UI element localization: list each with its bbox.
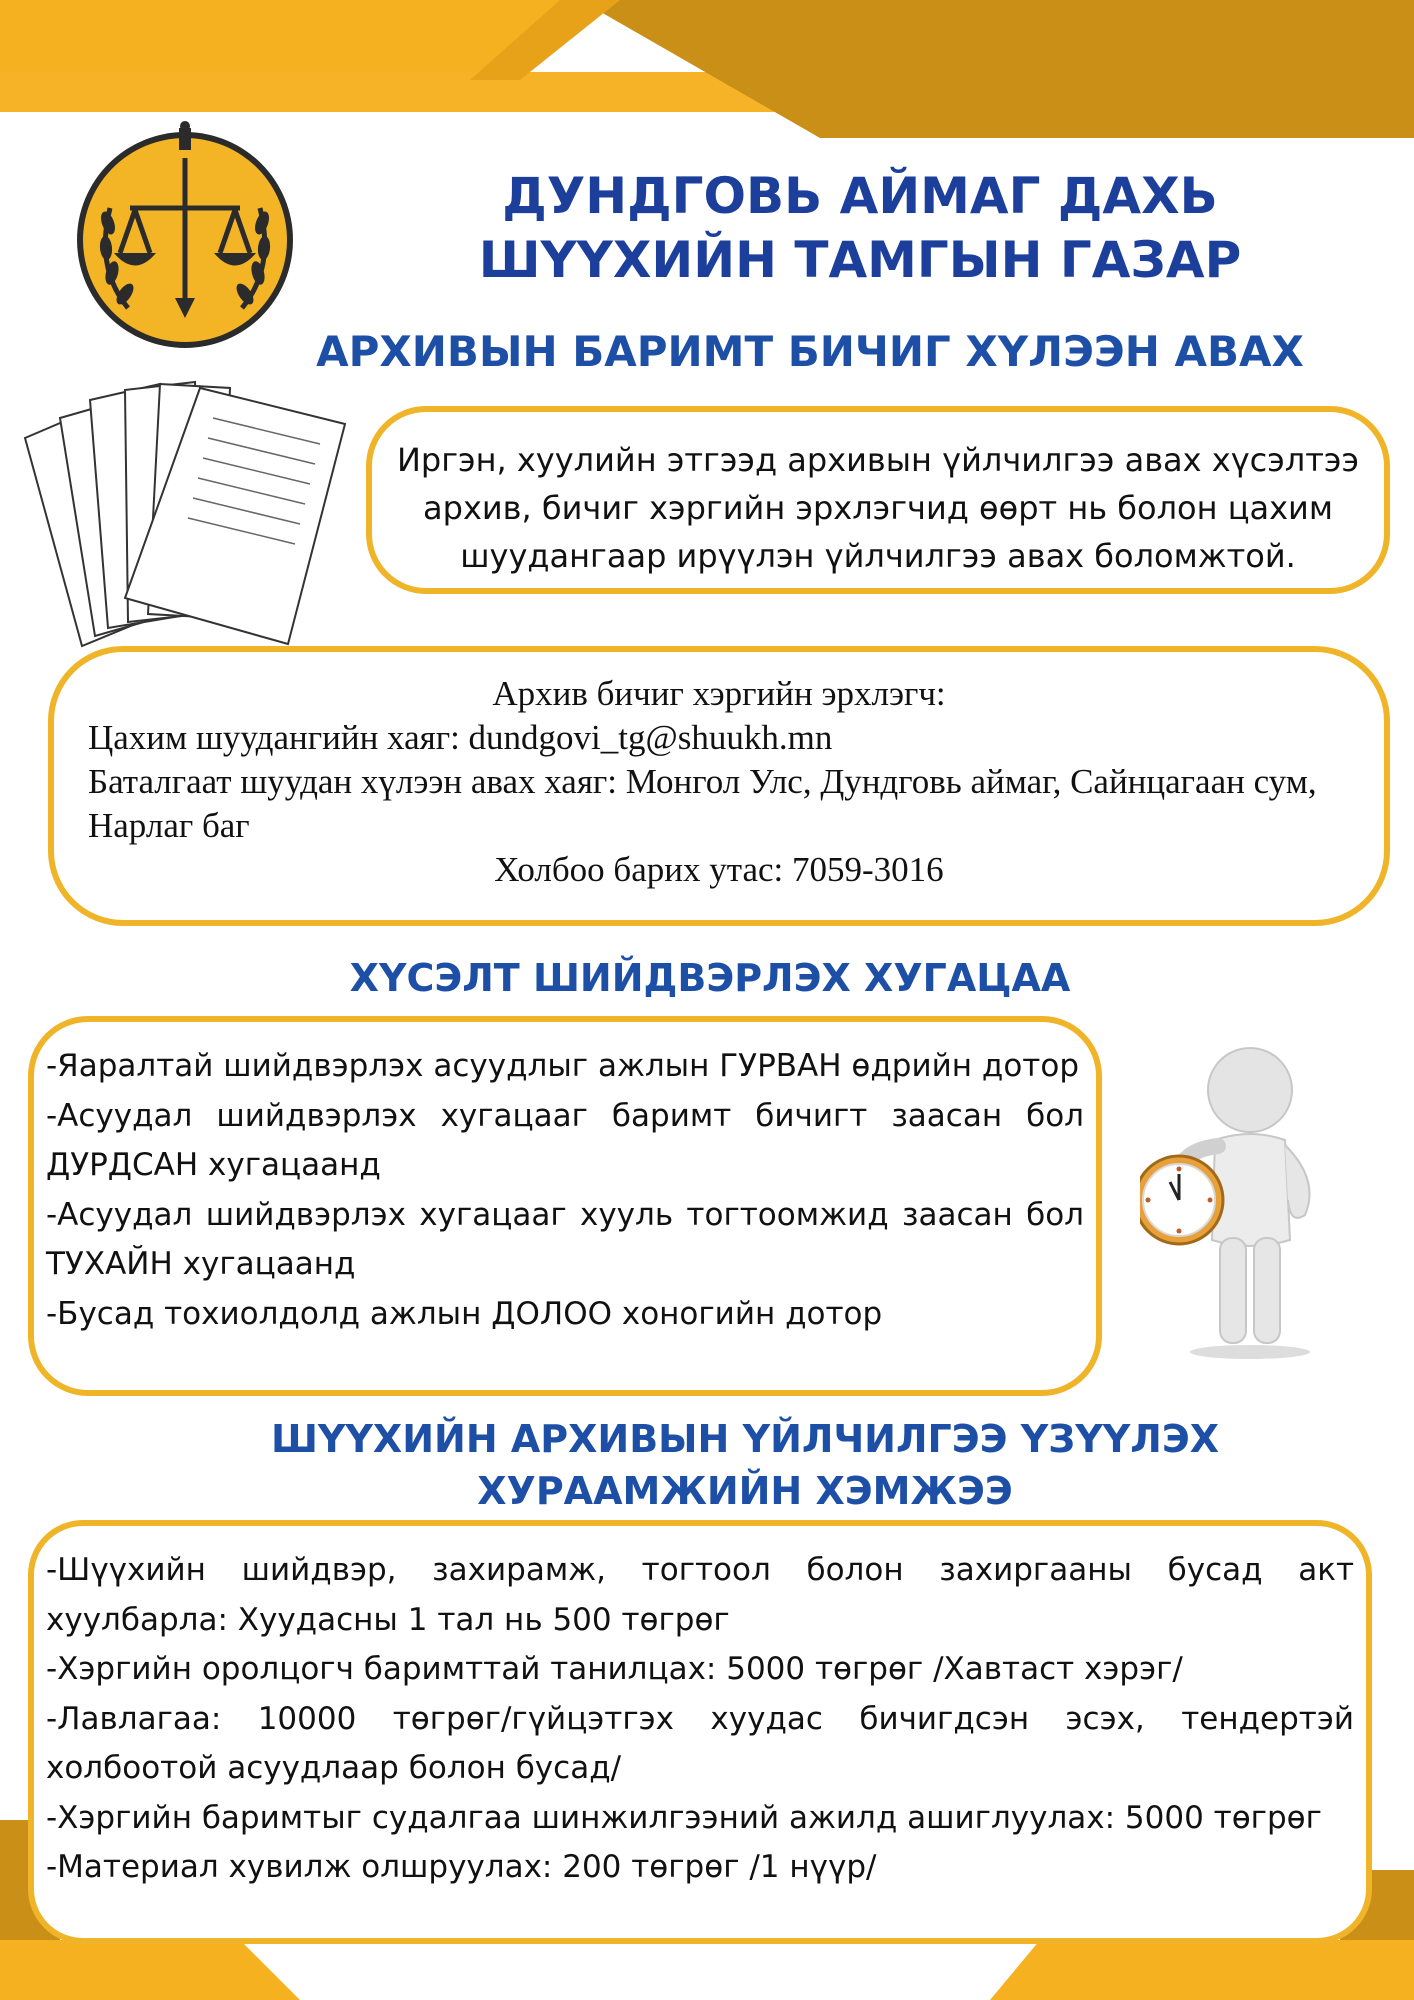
contact-phone: Холбоо барих утас: 7059-3016 xyxy=(494,850,944,889)
page-title-line2: ШҮҮХИЙН ТАМГЫН ГАЗАР xyxy=(478,231,1242,289)
intro-text: Иргэн, хуулийн этгээд архивын үйлчилгээ авах хүсэлтээ архив, бичиг хэргийн эрхлэгчид өөрт нь болон цахим шуудангаар ирүүлэн үйлчилгээ авах боломжтой. xyxy=(396,441,1360,575)
documents-icon xyxy=(20,378,355,648)
court-emblem-icon xyxy=(70,118,300,353)
fees-heading-line2: ХУРААМЖИЙН ХЭМЖЭЭ xyxy=(477,1469,1013,1513)
deadline-heading: ХҮСЭЛТ ШИЙДВЭРЛЭХ ХУГАЦАА xyxy=(349,956,1071,1000)
page-subtitle: АРХИВЫН БАРИМТ БИЧИГ ХҮЛЭЭН АВАХ xyxy=(316,327,1304,376)
contact-title: Архив бичиг хэргийн эрхлэгч: xyxy=(492,674,946,713)
contact-address: Баталгаат шуудан хүлээн авах хаяг: Монгол Улс, Дундговь аймаг, Сайнцагаан сум, Нарлаг баг xyxy=(88,762,1317,845)
fees-heading-line1: ШҮҮХИЙН АРХИВЫН ҮЙЛЧИЛГЭЭ ҮЗҮҮЛЭХ xyxy=(270,1417,1220,1461)
deadline-box xyxy=(28,1016,1102,1396)
fee-item: -Лавлагаа: 10000 төгрөг/гүйцэтгэх хуудас бичигдсэн эсэх, тендертэй холбоотой асуудлаар болон бусад/ xyxy=(46,1700,1354,1786)
page-title-line1: ДУНДГОВЬ АЙМАГ ДАХЬ xyxy=(502,167,1218,225)
person-stopwatch-icon xyxy=(1140,1040,1340,1360)
intro-box xyxy=(366,406,1390,594)
deadline-item: -Бусад тохиолдолд ажлын ДОЛОО хоногийн дотор xyxy=(46,1295,883,1332)
fee-item: -Шүүхийн шийдвэр, захирамж, тогтоол болон захиргааны бусад акт хуулбарла: Хуудасны 1 тал нь 500 төгрөг xyxy=(46,1552,1354,1638)
fee-item: -Хэргийн баримтыг судалгаа шинжилгээний ажилд ашиглуулах: 5000 төгрөг xyxy=(46,1799,1322,1836)
fee-item: -Хэргийн оролцогч баримттай танилцах: 5000 төгрөг /Хавтаст хэрэг/ xyxy=(46,1651,1183,1687)
fee-item: -Материал хувилж олшруулах: 200 төгрөг /1 нүүр/ xyxy=(46,1849,877,1885)
deadline-item: -Асуудал шийдвэрлэх хугацааг хууль тогтоомжид заасан бол ТУХАЙН хугацаанд xyxy=(46,1196,1084,1282)
contact-email: Цахим шуудангийн хаяг: dundgovi_tg@shuukh.mn xyxy=(88,718,833,757)
deadline-item: -Асуудал шийдвэрлэх хугацааг баримт бичигт заасан бол ДУРДСАН хугацаанд xyxy=(46,1097,1084,1183)
fees-box xyxy=(28,1520,1372,1944)
contact-box xyxy=(48,646,1390,926)
deadline-item: -Яаралтай шийдвэрлэх асуудлыг ажлын ГУРВАН өдрийн дотор xyxy=(46,1048,1080,1084)
